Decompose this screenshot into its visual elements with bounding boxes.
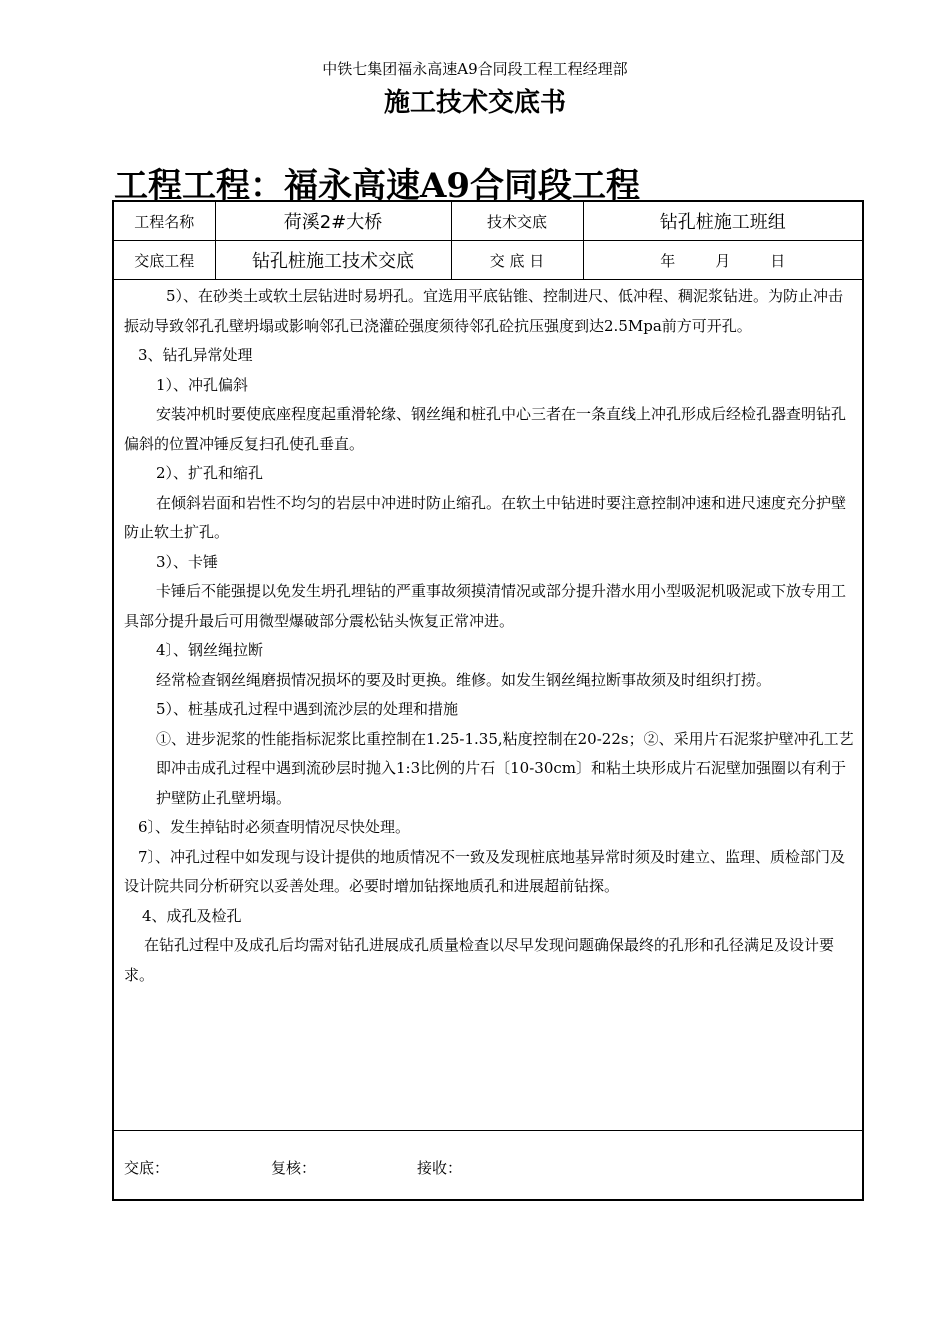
paragraph-dropped-drill: 6〕、发生掉钻时必须查明情况尽快处理。 [138,818,411,836]
date-month: 月 [715,251,731,270]
review-signature-label: 复核： [271,1159,317,1177]
date-year: 年 [660,251,676,270]
paragraph-sandy-soil: 5）、在砂类土或软土层钻进时易坍孔。宜选用平底钻锥、控制进尺、低冲程、稠泥浆钻进。为防止冲击振动导致邻孔孔壁坍塌或影响邻孔已浇灌砼强度须待邻孔砼抗压强度到达2.5Mpa前方可开孔。 [124,287,844,335]
section-heading-abnormal: 3、钻孔异常处理 [138,346,253,364]
disclosure-item-label: 交底工程 [114,241,215,280]
technical-disclosure-label: 技术交底 [451,202,583,241]
subheading-wire-rope: 4〕、钢丝绳拉断 [156,641,264,659]
receive-signature-label: 接收： [417,1159,463,1177]
disclosure-date-label: 交 底 日 [451,241,583,280]
disclosure-content [124,282,854,990]
section-heading-hole-inspection: 4、成孔及检孔 [142,906,242,925]
paragraph-hole-inspection: 在钻孔过程中及成孔后均需对钻孔进展成孔质量检查以尽早发现问题确保最终的孔形和孔径满足及设计要求。 [124,936,835,984]
handover-signature-label: 交底： [124,1159,170,1177]
project-title: 工程工程：福永高速A9合同段工程 [114,166,641,206]
team-value: 钻孔桩施工班组 [583,202,862,241]
subheading-quicksand: 5）、桩基成孔过程中遇到流沙层的处理和措施 [156,700,459,718]
paragraph-quicksand: ①、进步泥浆的性能指标泥浆比重控制在1.25-1.35,粘度控制在20-22s；②、采用片石泥浆护壁冲孔工艺即冲击成孔过程中遇到流砂层时抛入1:3比例的片石〔10-30cm〕和粘土块形成片石泥壁加强圈以有利于护壁防止孔壁坍塌。 [156,729,854,807]
document-title: 施工技术交底书 [383,88,566,118]
disclosure-item-value: 钻孔桩施工技术交底 [215,241,451,280]
paragraph-stuck-hammer: 卡锤后不能强提以免发生坍孔埋钻的严重事故须摸清情况或部分提升潜水用小型吸泥机吸泥或下放专用工具部分提升最后可用微型爆破部分震松钻头恢复正常冲进。 [124,582,847,630]
paragraph-enlarge-shrink: 在倾斜岩面和岩性不均匀的岩层中冲进时防止缩孔。在软土中钻进时要注意控制冲速和进尺速度充分护壁防止软土扩孔。 [124,493,847,541]
info-row-disclosure [114,241,862,280]
date-day: 日 [770,251,786,270]
info-table [114,202,862,280]
project-name-label: 工程名称 [114,202,215,241]
disclosure-date-value [583,241,862,280]
subheading-enlarge-shrink: 2）、扩孔和缩孔 [156,464,264,482]
subheading-stuck-hammer: 3）、卡锤 [156,552,219,571]
project-name-value: 荷溪2#大桥 [215,202,451,241]
organization-header: 中铁七集团福永高速A9合同段工程工程经理部 [322,60,628,78]
signature-row [114,1130,862,1200]
paragraph-geology-mismatch: 7〕、冲孔过程中如发现与设计提供的地质情况不一致及发现桩底地基异常时须及时建立、监理、质检部门及设计院共同分析研究以妥善处理。必要时增加钻探地质孔和进展超前钻探。 [124,847,846,895]
paragraph-wire-rope: 经常检查钢丝绳磨损情况损坏的要及时更换。维修。如发生钢丝绳拉断事故须及时组织打捞。 [156,670,772,689]
disclosure-form [112,200,864,1201]
paragraph-deviation: 安装冲机时要使底座程度起重滑轮缘、钢丝绳和桩孔中心三者在一条直线上冲孔形成后经检孔器查明钻孔偏斜的位置冲锤反复扫孔使孔垂直。 [124,405,847,453]
info-row-project [114,202,862,241]
subheading-deviation: 1）、冲孔偏斜 [156,375,249,394]
